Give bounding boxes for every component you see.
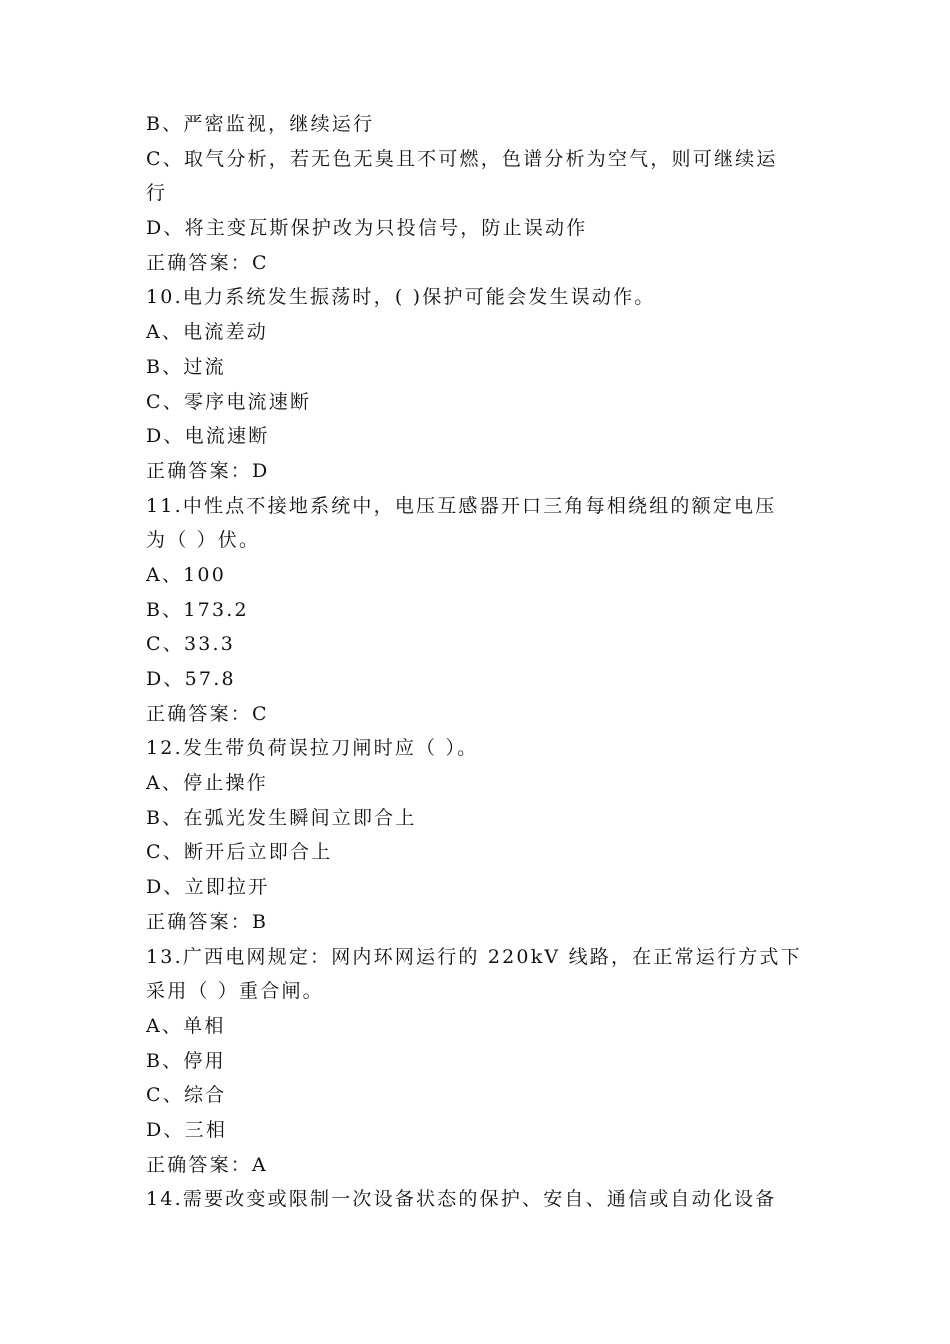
option-d-q12: D、立即拉开 (146, 876, 270, 899)
option-b-q10: B、过流 (146, 355, 226, 378)
option-c-q9-continued: 行 (146, 182, 168, 205)
answer-q10: 正确答案：D (146, 459, 270, 482)
answer-q13: 正确答案：A (146, 1153, 268, 1176)
option-c-q12: C、断开后立即合上 (146, 841, 333, 864)
question-10: 10.电力系统发生振荡时，( )保护可能会发生误动作。 (146, 286, 656, 309)
option-a-q11: A、100 (146, 563, 226, 586)
option-a-q10: A、电流差动 (146, 321, 268, 344)
option-d-q11: D、57.8 (146, 668, 236, 690)
option-b-q13: B、停用 (146, 1049, 226, 1072)
question-12: 12.发生带负荷误拉刀闸时应（ ）。 (146, 737, 479, 760)
option-a-q12: A、停止操作 (146, 772, 268, 795)
option-d-q10: D、电流速断 (146, 425, 270, 448)
option-c-q9: C、取气分析，若无色无臭且不可燃，色谱分析为空气，则可继续运 (146, 147, 778, 170)
option-d-q9: D、将主变瓦斯保护改为只投信号，防止误动作 (146, 217, 588, 240)
option-c-q10: C、零序电流速断 (146, 390, 312, 413)
question-11-continued: 为（ ）伏。 (146, 529, 261, 552)
question-13: 13.广西电网规定：网内环网运行的 220kV 线路，在正常运行方式下 (146, 945, 802, 968)
option-c-q13: C、综合 (146, 1084, 227, 1107)
answer-q12: 正确答案：B (146, 910, 269, 933)
answer-q9: 正确答案：C (146, 251, 269, 274)
question-14: 14.需要改变或限制一次设备状态的保护、安自、通信或自动化设备 (146, 1188, 777, 1211)
question-13-continued: 采用（ ）重合闸。 (146, 980, 324, 1003)
option-a-q13: A、单相 (146, 1014, 226, 1037)
answer-q11: 正确答案：C (146, 702, 269, 725)
option-b-q9: B、严密监视，继续运行 (146, 113, 375, 135)
option-b-q11: B、173.2 (146, 598, 249, 621)
document-page (146, 107, 810, 1217)
option-d-q13: D、三相 (146, 1118, 228, 1141)
option-b-q12: B、在弧光发生瞬间立即合上 (146, 806, 417, 829)
option-c-q11: C、33.3 (146, 633, 236, 656)
question-11: 11.中性点不接地系统中，电压互感器开口三角每相绕组的额定电压 (146, 494, 777, 517)
